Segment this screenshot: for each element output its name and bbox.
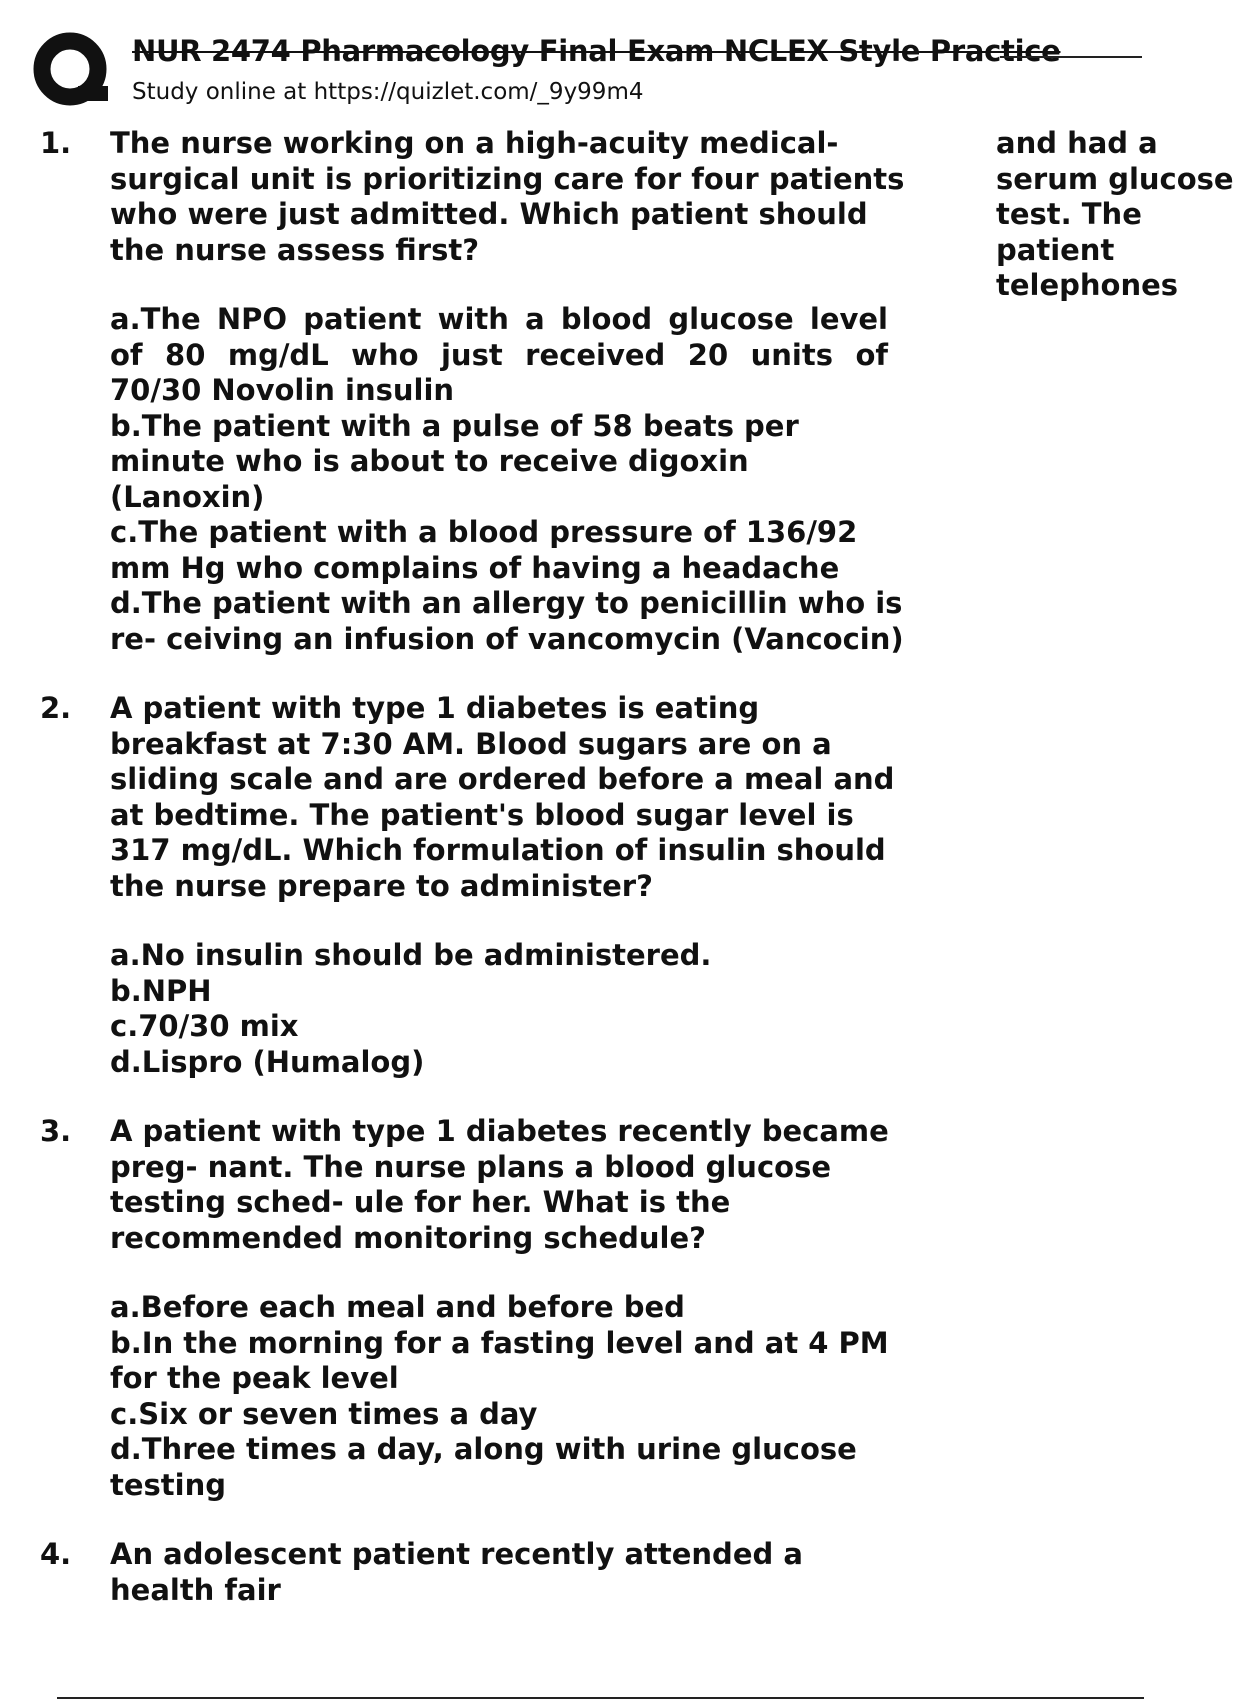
question-2 [40,691,920,1080]
continued-line: telephones [996,268,1179,302]
answer-option-b: b.NPH [110,973,212,1008]
question-list [40,126,920,1642]
quizlet-logo-icon [30,30,110,110]
answer-option-c: c.The patient with a blood pressure of 136/92 mm Hg who complains of having a headache [110,515,858,585]
answer-option-c: c.Six or seven times a day [110,1396,538,1431]
question-text: A patient with type 1 diabetes recently became preg- nant. The nurse plans a blood glucose testing sched- ule for her. What is the recommended monitoring schedule? [110,1114,889,1255]
header-divider [1000,56,1142,58]
answer-options [110,1290,910,1503]
question-4 [40,1537,920,1608]
footer-divider [57,1697,1144,1699]
question-1 [40,126,920,657]
answer-options [110,938,910,1080]
question-3 [40,1114,920,1503]
question-text: An adolescent patient recently attended a health fair [110,1537,803,1607]
answer-option-d: d.Three times a day, along with urine glucose testing [110,1432,857,1502]
continued-column [996,126,1234,304]
continued-line: serum glucose [996,161,1234,196]
answer-option-a: a.No insulin should be administered. [110,938,712,972]
answer-option-a: a.The NPO patient with a blood glucose level of 80 mg/dL who just received 20 units of 70/30 Novolin insulin [110,302,888,407]
continued-line: and had a [996,126,1158,160]
question-number: 4. [40,1537,72,1571]
document-title: NUR 2474 Pharmacology Final Exam NCLEX Style Practice [132,34,1061,68]
question-number: 2. [40,691,72,725]
answer-options [110,302,910,657]
answer-option-a: a.Before each meal and before bed [110,1290,685,1324]
continued-line: patient [996,232,1115,267]
answer-option-c: c.70/30 mix [110,1009,299,1043]
answer-option-d: d.The patient with an allergy to penicillin who is re- ceiving an infusion of vancomycin (Vancocin) [110,586,904,656]
answer-option-b: b.In the morning for a fasting level and at 4 PM for the peak level [110,1325,889,1395]
question-number: 1. [40,126,72,160]
study-online-link[interactable]: Study online at https://quizlet.com/_9y99m4 [132,79,644,105]
continued-line: test. The [996,197,1142,231]
question-text: The nurse working on a high-acuity medical-surgical unit is prioritizing care for four patients who were just admitted. Which patient should the nurse assess first? [110,126,905,267]
question-text: A patient with type 1 diabetes is eating breakfast at 7:30 AM. Blood sugars are on a sliding scale and are ordered before a meal and at bedtime. The patient's blood sugar level is 317 mg/dL. Which formulation of insulin should the nurse prepare to administer? [110,691,895,903]
question-number: 3. [40,1114,72,1148]
answer-option-d: d.Lispro (Humalog) [110,1044,425,1079]
answer-option-b: b.The patient with a pulse of 58 beats per minute who is about to receive digoxin (Lanoxin) [110,408,799,514]
